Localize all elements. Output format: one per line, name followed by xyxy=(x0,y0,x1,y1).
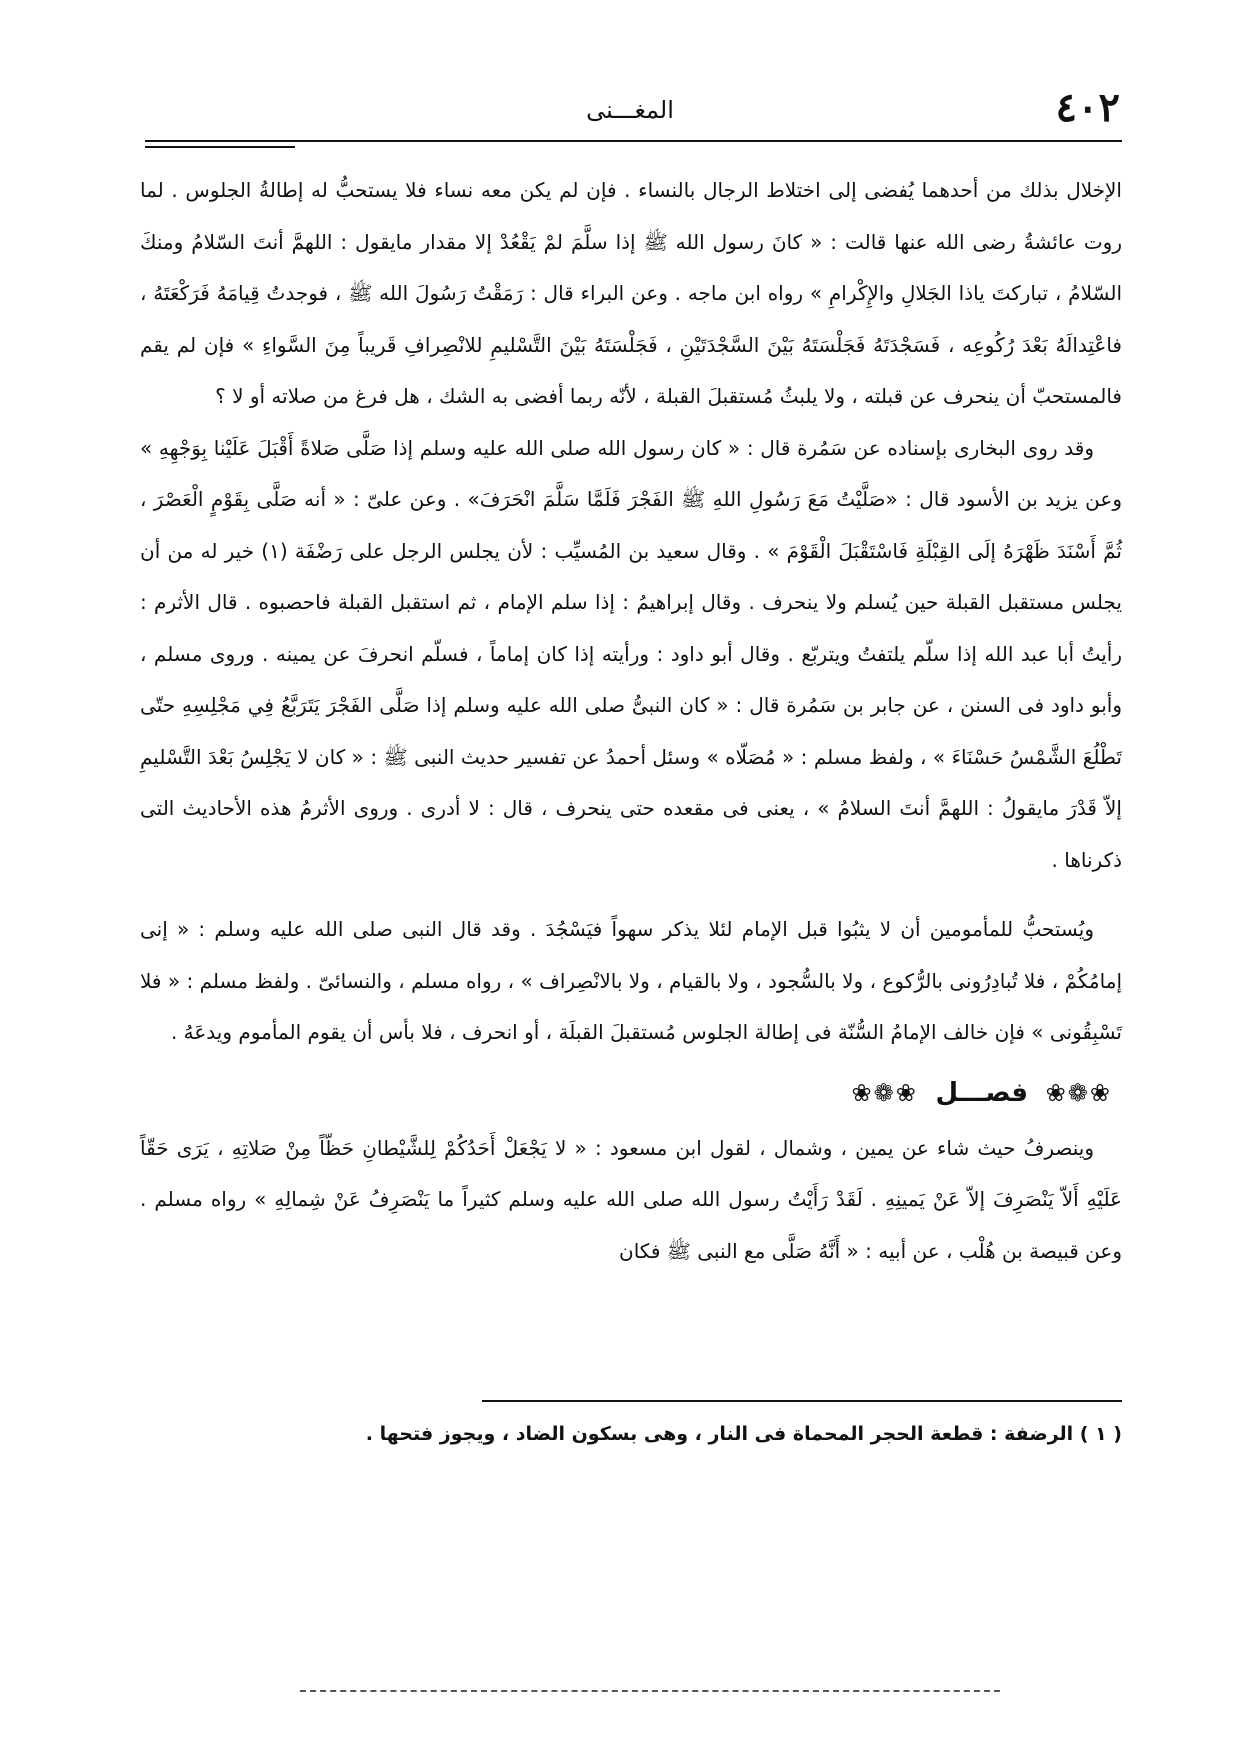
paragraph: الإخلال بذلك من أحدهما يُفضى إلى اختلاط الرجال بالنساء . فإن لم يكن معه نساء فلا يستحبُّ له إطالةُ الجلوس . لما روت عائشةُ رضى الله عنها قالت : « كانَ رسول الله ﷺ إذا سلَّمَ لمْ يَقْعُدْ إلا مقدار مايقول : اللهمَّ أنتَ السّلامُ ومنكَ السّلامُ ، تباركتَ ياذا الجَلالِ والإِكْرامِ » رواه ابن ماجه . وعن البراء قال : رَمَقْتُ رَسُولَ الله ﷺ ، فوجدتُ قِيامَهُ فَرَكْعَتَهُ ، فاعْتِدالَهُ بَعْدَ رُكُوعِه ، فَسَجْدَتَهُ فَجَلْسَتَهُ بَيْنَ السَّجْدَتَيْنِ ، فَجَلْسَتَهُ بَيْنَ التَّسْليمِ للانْصِرافِ قَريباً مِنَ السَّواءِ » فإن لم يقم فالمستحبّ أن ينحرف عن قبلته ، ولا يلبثُ مُستقبلَ القبلة ، لأنّه ربما أفضى به الشك ، هل فرغ من صلاته أو لا ؟ xyxy=(140,178,1122,408)
page-number: ٤٠٢ xyxy=(1055,84,1120,131)
section-heading xyxy=(140,1067,1122,1119)
section-paragraph: وينصرفُ حيث شاء عن يمين ، وشمال ، لقول ابن مسعود : « لا يَجْعَلْ أَحَدُكُمْ لِلشَّيْطانِ حَظّاً مِنْ صَلاتِهِ ، يَرَى حَقّاً عَلَيْهِ أَلاّ يَنْصَرِفَ إلاّ عَنْ يَمينِهِ . لَقَدْ رَأَيْتُ رسول الله صلى الله عليه وسلم كثيراً ما يَنْصَرِفُ عَنْ شِمالِهِ » رواه مسلم . وعن قبيصة بن هُلْب ، عن أبيه : « أَنَّهُ صَلَّى مع النبى ﷺ فكان xyxy=(140,1135,1122,1263)
section-heading-word: فصـــل xyxy=(935,1077,1029,1108)
ornament-right-icon: ❀❁❀ xyxy=(1045,1078,1112,1107)
paragraph-gap xyxy=(140,886,1122,904)
paragraph: وقد روى البخارى بإسناده عن سَمُرة قال : « كان رسول الله صلى الله عليه وسلم إذا صَلَّى صَلاةً أَقْبَلَ عَلَيْنا بِوَجْهِهِ » وعن يزيد بن الأسود قال : «صَلَّيْتُ مَعَ رَسُولِ اللهِ ﷺ الفَجْرَ فَلَمَّا سَلَّمَ انْحَرَفَ» . وعن علىّ : « أنه صَلَّى بِقَوْمٍ الْعَصْرَ ، ثُمَّ أَسْنَدَ ظَهْرَهُ إلَى القِبْلَةِ فَاسْتَقْبَلَ الْقَوْمَ » . وقال سعيد بن المُسيِّب : لأن يجلس الرجل على رَضْفَة (١) خير له من أن يجلس مستقبل القبلة حين يُسلم ولا ينحرف . وقال إبراهيمُ : إذا سلم الإمام ، ثم استقبل القبلة فاحصبوه . قال الأثرم : رأيتُ أبا عبد الله إذا سلّم يلتفتُ ويتربّع . وقال أبو داود : ورأيته إذا كان إماماً ، فسلّم انحرفَ عن يمينه . وروى مسلم ، وأبو داود فى السنن ، عن جابر بن سَمُرة قال : « كان النبىُّ صلى الله عليه وسلم إذا صَلَّى الفَجْرَ يَتَرَبَّعُ فِي مَجْلِسِهِ حتّى تَطْلُعَ الشَّمْسُ حَسْنَاءَ » ، ولفظ مسلم : « مُصَلّاه » وسئل أحمدُ عن تفسير حديث النبى ﷺ : « كان لا يَجْلِسُ بَعْدَ التَّسْليمِ إلاّ قَدْرَ مايقولُ : اللهمَّ أنتَ السلامُ » ، يعنى فى مقعده حتى ينحرف ، قال : لا أدرى . وروى الأثرمُ هذه الأحاديث التى ذكرناها . xyxy=(140,435,1122,872)
page-header xyxy=(140,82,1120,142)
body-text xyxy=(140,165,1122,1277)
header-rule xyxy=(145,140,1122,142)
header-rule-accent xyxy=(145,146,295,148)
paragraph: ويُستحبُّ للمأمومين أن لا يثبُوا قبل الإمام لئلا يذكر سهواً فيَسْجُدَ . وقد قال النبى صلى الله عليه وسلم : « إنى إمامُكُمْ ، فلا تُبادِرُونى بالرُّكوع ، ولا بالسُّجود ، ولا بالقيام ، ولا بالانْصِراف » ، رواه مسلم ، والنسائىّ . ولفظ مسلم : « فلا تَسْبِقُونى » فإن خالف الإمامُ السُّنّة فى إطالة الجلوس مُستقبلَ القبلَة ، أو انحرف ، فلا بأس أن يقوم المأموم ويدعَهُ . xyxy=(140,917,1122,1044)
bottom-dashed-rule xyxy=(300,1690,1000,1692)
running-title: المغـــنى xyxy=(586,96,674,124)
footnote: ( ١ ) الرضفة : قطعة الحجر المحماة فى النار ، وهى بسكون الضاد ، ويجوز فتحها . xyxy=(365,1423,1122,1445)
footnote-rule xyxy=(482,1400,1122,1402)
ornament-left-icon: ❀❁❀ xyxy=(851,1078,918,1107)
